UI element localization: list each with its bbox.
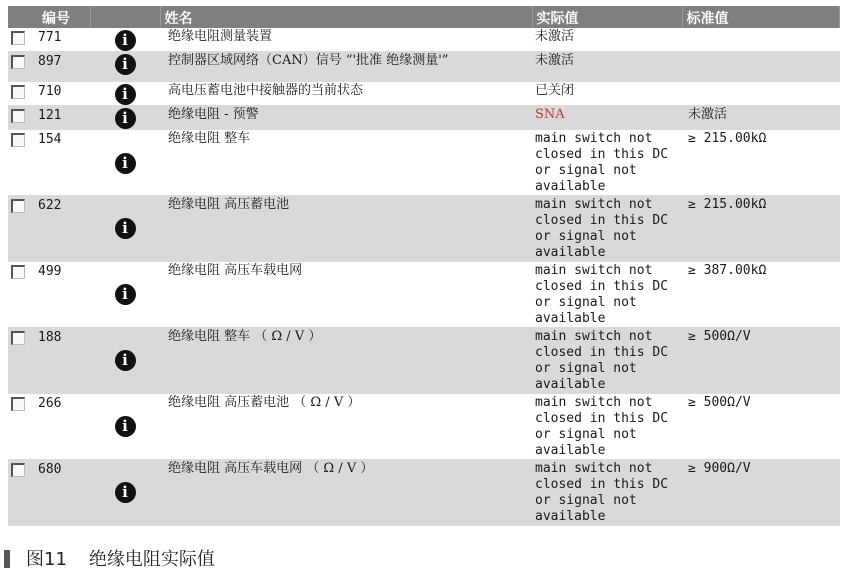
row-name: 高电压蓄电池中接触器的当前状态 [160, 82, 532, 106]
row-checkbox[interactable] [11, 397, 25, 411]
row-id: 188 [36, 328, 90, 394]
row-standard-value [682, 82, 840, 106]
table-row[interactable] [8, 82, 840, 106]
row-name: 绝缘电阻测量装置 [160, 28, 532, 52]
row-standard-value: ≥ 500Ω/V [682, 328, 840, 394]
row-checkbox-cell [8, 82, 36, 106]
row-checkbox-cell [8, 262, 36, 328]
table-row[interactable] [8, 52, 840, 82]
row-name: 绝缘电阻 高压车载电网 [160, 262, 532, 328]
row-checkbox[interactable] [11, 55, 25, 69]
row-checkbox-cell [8, 28, 36, 52]
table-row[interactable] [8, 328, 840, 394]
row-checkbox[interactable] [11, 199, 25, 213]
info-icon-cell [90, 52, 160, 82]
row-checkbox[interactable] [11, 133, 25, 147]
row-checkbox-cell [8, 394, 36, 460]
info-icon[interactable]: i [115, 153, 136, 174]
row-standard-value: ≥ 215.00kΩ [682, 196, 840, 262]
column-header-standard[interactable]: 标准值 [682, 6, 840, 28]
info-icon[interactable]: i [115, 218, 136, 239]
info-icon-cell [90, 28, 160, 52]
caption-marker [4, 550, 10, 568]
figure-title: 绝缘电阻实际值 [88, 549, 215, 570]
row-standard-value: ≥ 387.00kΩ [682, 262, 840, 328]
info-icon[interactable]: i [115, 54, 136, 75]
row-name: 控制器区域网络（CAN）信号 “'批准 绝缘测量'” [160, 52, 532, 82]
table-row[interactable] [8, 262, 840, 328]
row-id: 771 [36, 28, 90, 52]
info-icon[interactable]: i [115, 350, 136, 371]
row-standard-value: 未激活 [682, 106, 840, 130]
row-id: 266 [36, 394, 90, 460]
row-name: 绝缘电阻 高压蓄电池 [160, 196, 532, 262]
row-actual-value: 未激活 [532, 28, 682, 52]
column-header-icon [90, 6, 160, 28]
row-name: 绝缘电阻 高压车载电网 （ Ω / V ） [160, 460, 532, 526]
info-icon-cell [90, 262, 160, 328]
row-checkbox-cell [8, 52, 36, 82]
row-checkbox[interactable] [11, 265, 25, 279]
row-checkbox[interactable] [11, 85, 25, 99]
row-checkbox-cell [8, 196, 36, 262]
table-row[interactable] [8, 394, 840, 460]
info-icon-cell [90, 196, 160, 262]
row-id: 121 [36, 106, 90, 130]
row-actual-value: main switch not closed in this DC or signal not available [532, 460, 682, 526]
column-header-actual[interactable]: 实际值 [532, 6, 682, 28]
figure-number: 图11 [26, 549, 67, 570]
info-icon-cell [90, 106, 160, 130]
row-checkbox-cell [8, 130, 36, 196]
info-icon[interactable]: i [115, 30, 136, 51]
row-id: 622 [36, 196, 90, 262]
row-id: 710 [36, 82, 90, 106]
row-standard-value [682, 52, 840, 82]
info-icon-cell [90, 460, 160, 526]
info-icon-cell [90, 130, 160, 196]
row-actual-value: main switch not closed in this DC or signal not available [532, 328, 682, 394]
row-name: 绝缘电阻 高压蓄电池 （ Ω / V ） [160, 394, 532, 460]
row-checkbox[interactable] [11, 109, 25, 123]
figure-caption [4, 545, 215, 571]
row-checkbox-cell [8, 328, 36, 394]
row-name: 绝缘电阻 整车 （ Ω / V ） [160, 328, 532, 394]
row-actual-value: main switch not closed in this DC or signal not available [532, 130, 682, 196]
row-actual-value: main switch not closed in this DC or signal not available [532, 196, 682, 262]
row-checkbox[interactable] [11, 463, 25, 477]
table-row[interactable] [8, 130, 840, 196]
info-icon-cell [90, 82, 160, 106]
row-actual-value: main switch not closed in this DC or signal not available [532, 262, 682, 328]
info-icon[interactable]: i [115, 108, 136, 129]
column-header-name[interactable]: 姓名 [160, 6, 532, 28]
table-row[interactable] [8, 106, 840, 130]
info-icon[interactable]: i [115, 482, 136, 503]
row-name: 绝缘电阻 - 预警 [160, 106, 532, 130]
column-header-id[interactable]: 编号 [8, 6, 90, 28]
row-actual-value: SNA [532, 106, 682, 130]
row-standard-value: ≥ 900Ω/V [682, 460, 840, 526]
row-standard-value [682, 28, 840, 52]
row-checkbox-cell [8, 460, 36, 526]
values-table [8, 6, 840, 526]
row-name: 绝缘电阻 整车 [160, 130, 532, 196]
info-icon[interactable]: i [115, 416, 136, 437]
row-actual-value: 未激活 [532, 52, 682, 82]
row-standard-value: ≥ 215.00kΩ [682, 130, 840, 196]
row-checkbox-cell [8, 106, 36, 130]
row-checkbox[interactable] [11, 331, 25, 345]
info-icon-cell [90, 394, 160, 460]
row-id: 680 [36, 460, 90, 526]
table-row[interactable] [8, 460, 840, 526]
row-id: 897 [36, 52, 90, 82]
row-id: 499 [36, 262, 90, 328]
row-id: 154 [36, 130, 90, 196]
row-standard-value: ≥ 500Ω/V [682, 394, 840, 460]
table-header-row [8, 6, 840, 28]
row-actual-value: main switch not closed in this DC or signal not available [532, 394, 682, 460]
info-icon[interactable]: i [115, 284, 136, 305]
table-row[interactable] [8, 28, 840, 52]
table-row[interactable] [8, 196, 840, 262]
info-icon[interactable]: i [115, 84, 136, 105]
row-checkbox[interactable] [11, 31, 25, 45]
info-icon-cell [90, 328, 160, 394]
row-actual-value: 已关闭 [532, 82, 682, 106]
table-body [8, 28, 840, 526]
